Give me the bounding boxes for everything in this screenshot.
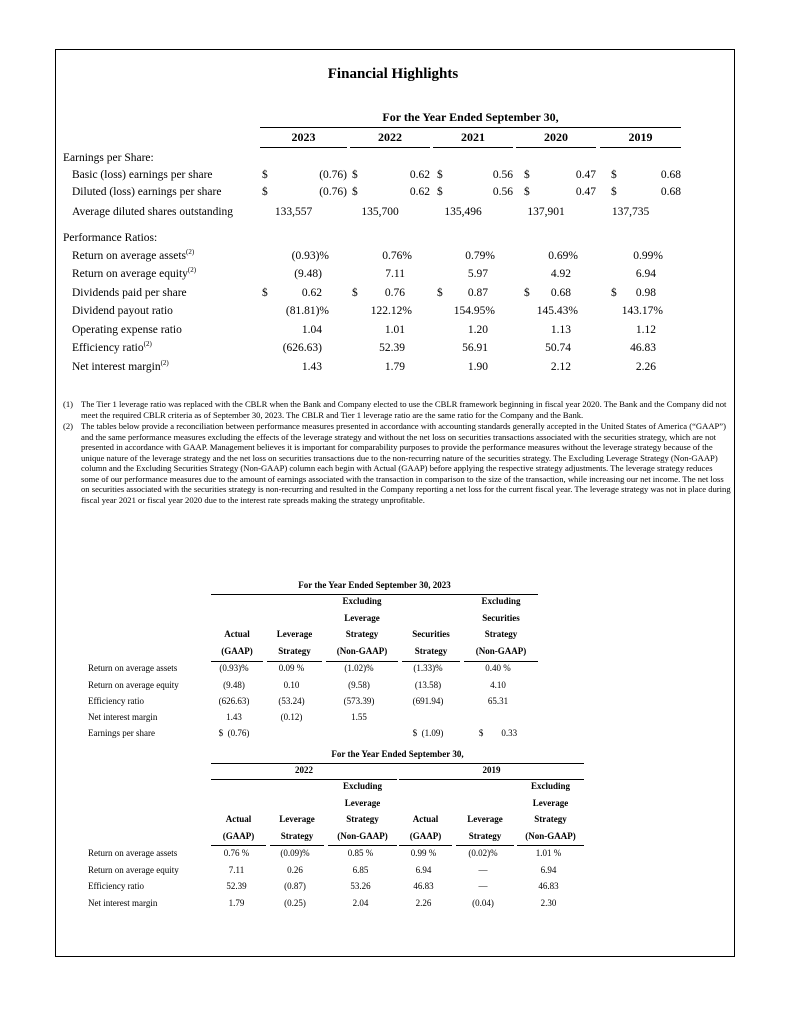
cell-value: 2.26: [415, 898, 432, 908]
cell-value: 0.79%: [465, 250, 495, 262]
cell-value: (626.63): [282, 342, 322, 354]
cell-value: 0.98: [635, 287, 656, 299]
cell-value: 4.92: [550, 268, 571, 280]
cell-value: 0.10: [283, 680, 300, 690]
footnote-text: The Tier 1 leverage ratio was replaced with the CBLR when the Bank and Company elected to use the CBLR framework beginning in fiscal year 2020. The Bank and the Company did not meet the required CBLR criteria as of September 30, 2023. The CBLR and Tier 1 leverage ratio are the same ratio for the Company and the Bank.: [81, 399, 727, 420]
footnote-number: (2): [63, 421, 74, 431]
cell-value: 2.04: [352, 898, 369, 908]
cell-value: 1.55: [351, 712, 367, 722]
row-label: Earnings per share: [88, 728, 155, 738]
year-group-rule: [211, 779, 397, 780]
cell-value: 52.39: [226, 881, 247, 891]
cell-value: 6.94: [540, 865, 557, 875]
column-heading: Strategy: [468, 831, 502, 841]
column-heading: Leverage: [532, 798, 569, 808]
year-header-rule: [433, 147, 513, 148]
row-label: Net interest margin: [88, 898, 158, 908]
cell-value: 2.12: [550, 361, 571, 373]
cell-value: 6.94: [635, 268, 656, 280]
cell-value: 0.40 %: [485, 663, 511, 673]
column-heading: Strategy: [280, 831, 314, 841]
column-heading-rule: [399, 845, 452, 846]
cell-value: (0.87): [284, 881, 306, 891]
cell-value: 0.62: [409, 169, 430, 181]
footnote-number: (1): [63, 399, 74, 409]
cell-value: 1.79: [384, 361, 405, 373]
cell-value: 122.12%: [370, 305, 412, 317]
cell-value: 46.83: [538, 881, 559, 891]
footnote: [60, 421, 732, 505]
cell-value: 0.76%: [382, 250, 412, 262]
cell-value: (9.58): [348, 680, 370, 690]
cell-value: 1.43: [226, 712, 242, 722]
cell-value: 53.26: [350, 881, 371, 891]
row-label-text: Return on average equity: [72, 268, 188, 280]
column-heading: (Non-GAAP): [475, 646, 527, 656]
column-heading: Excluding: [530, 781, 570, 791]
column-heading-rule: [270, 845, 324, 846]
dollar-sign: $: [352, 186, 358, 198]
cell-value: 6.85: [352, 865, 369, 875]
dollar-sign: $: [524, 287, 530, 299]
dollar-sign: $: [611, 186, 617, 198]
cell-value: 5.97: [467, 268, 488, 280]
cell-value: 52.39: [379, 342, 405, 354]
dollar-sign: $: [352, 287, 358, 299]
cell-value: 1.20: [467, 324, 488, 336]
cell-value: (0.93)%: [219, 663, 249, 673]
cell-value: $ 0.33: [478, 728, 518, 738]
row-label: Efficiency ratio: [88, 881, 145, 891]
cell-value: (1.33)%: [413, 663, 443, 673]
column-heading: Securities: [412, 629, 450, 639]
column-heading: Excluding: [342, 781, 382, 791]
row-label-text: Operating expense ratio: [72, 324, 182, 336]
row-label-text: Return on average assets: [72, 250, 187, 262]
column-heading: Strategy: [278, 646, 311, 656]
row-label: [72, 305, 173, 317]
column-heading: Leverage: [467, 814, 503, 824]
year-group-rule: [399, 779, 584, 780]
row-label: Diluted (loss) earnings per share: [72, 186, 222, 198]
cell-value: 0.26: [287, 865, 303, 875]
cell-value: (573.39): [343, 696, 375, 706]
cell-value: 0.56: [492, 169, 513, 181]
cell-value: 0.68: [660, 169, 681, 181]
section-heading: Earnings per Share:: [63, 152, 154, 164]
recon-header-rule: [211, 763, 584, 764]
cell-value: 0.47: [575, 169, 596, 181]
footnote-ref: (2): [160, 359, 169, 368]
cell-value: (0.04): [472, 898, 494, 908]
cell-value: (0.25): [284, 898, 306, 908]
year-header: 2019: [628, 130, 653, 144]
year-header: 2022: [378, 130, 402, 144]
cell-value: 0.76: [384, 287, 405, 299]
column-heading-rule: [326, 661, 398, 662]
column-heading: (Non-GAAP): [525, 831, 576, 841]
row-label: Net interest margin: [88, 712, 158, 722]
cell-value: 0.68: [550, 287, 571, 299]
dollar-sign: $: [262, 169, 268, 181]
cell-value: (0.76): [319, 169, 347, 181]
cell-value: —: [478, 881, 488, 891]
cell-value: (626.63): [218, 696, 250, 706]
dollar-sign: $: [437, 169, 443, 181]
footnotes: [60, 399, 732, 506]
row-label-text: Dividend payout ratio: [72, 305, 173, 317]
dollar-sign: $: [524, 186, 530, 198]
year-group-2019: 2019: [482, 765, 501, 775]
cell-value: 0.99%: [633, 250, 663, 262]
row-label: Basic (loss) earnings per share: [72, 169, 213, 181]
column-heading: (GAAP): [221, 646, 253, 656]
row-label: [72, 342, 152, 354]
cell-value: (0.76): [319, 186, 347, 198]
dollar-sign: $: [437, 186, 443, 198]
cell-value: —: [478, 865, 488, 875]
cell-value: (9.48): [223, 680, 245, 690]
cell-value: 135,700: [361, 206, 399, 218]
section-heading: Performance Ratios:: [63, 232, 158, 244]
cell-value: 50.74: [545, 342, 571, 354]
footnote-ref: (2): [187, 266, 197, 275]
cell-value: 1.90: [467, 361, 488, 373]
cell-value: 0.09 %: [278, 663, 305, 673]
cell-value: 1.13: [550, 324, 571, 336]
footnote: [60, 399, 732, 420]
cell-value: (1.02)%: [344, 663, 374, 673]
cell-value: 46.83: [413, 881, 434, 891]
cell-value: 46.83: [630, 342, 656, 354]
row-label: Return on average equity: [88, 680, 179, 690]
column-heading: (GAAP): [222, 831, 255, 841]
dollar-sign: $: [437, 287, 443, 299]
cell-value: 137,735: [611, 206, 650, 218]
column-heading: Actual: [224, 629, 250, 639]
column-heading: (GAAP): [409, 831, 442, 841]
column-heading: Strategy: [345, 629, 379, 639]
cell-value: 0.68: [660, 186, 681, 198]
year-header-rule: [516, 147, 596, 148]
cell-value: 6.94: [415, 865, 432, 875]
cell-value: 1.04: [301, 324, 322, 336]
column-heading-rule: [456, 845, 514, 846]
row-label: Efficiency ratio: [88, 696, 145, 706]
year-header: 2023: [291, 130, 316, 144]
year-header: 2020: [544, 130, 568, 144]
cell-value: 135,496: [444, 206, 482, 218]
footnote-text: The tables below provide a reconciliation between performance measures presented in accordance with accounting standards generally accepted in the United States of America (“GAAP”) and the same performance measures excluding the effects of the leverage strategy and without the net loss on securities transactions associated with the securities strategy, which are not presented in accordance with GAAP. Management believes it is important for comparability purposes to provide the performance measures without the leverage strategy because of the unique nature of the leverage strategy and the net loss on securities transactions due to the non-recurring nature of the securities strategy. The Excluding Leverage Strategy (Non-GAAP) column and the Excluding Securities Strategy (Non-GAAP) column each begin with Actual (GAAP) before applying the respective strategy adjustments. The leverage strategy reduces some of our performance measures due to the amount of earnings associated with the transaction in comparison to the size of the transaction, while increasing our net income. The net loss on securities associated with the securities strategy is non-recurring and resulted in the Company reporting a net loss for the current fiscal year. The leverage strategy was not in place during fiscal year 2021 or fiscal year 2020 due to the interest rate spreads making the strategy unprofitable.: [81, 421, 731, 505]
column-heading-rule: [267, 661, 322, 662]
recon-header: For the Year Ended September 30,: [331, 749, 464, 759]
cell-value: (0.02)%: [468, 848, 498, 858]
cell-value: (53.24): [278, 696, 305, 706]
dollar-sign: $: [262, 287, 268, 299]
year-header-rule: [350, 147, 430, 148]
year-header: 2021: [461, 130, 485, 144]
column-heading: (Non-GAAP): [337, 831, 388, 841]
dollar-sign: $: [524, 169, 530, 181]
cell-value: 0.62: [409, 186, 430, 198]
row-label: Average diluted shares outstanding: [72, 206, 234, 218]
column-heading: Actual: [412, 814, 439, 824]
column-heading: Strategy: [484, 629, 518, 639]
column-heading: Leverage: [344, 613, 380, 623]
footnote-ref: (2): [143, 340, 152, 349]
cell-value: 56.91: [462, 342, 488, 354]
year-header-rule: [260, 147, 347, 148]
period-header: For the Year Ended September 30,: [382, 110, 559, 124]
dollar-sign: $: [611, 287, 617, 299]
recon-header: For the Year Ended September 30, 2023: [298, 580, 451, 590]
cell-value: 0.56: [492, 186, 513, 198]
column-heading-rule: [328, 845, 397, 846]
row-label: Return on average equity: [88, 865, 179, 875]
column-heading: Strategy: [414, 646, 448, 656]
row-label: [72, 324, 182, 336]
row-label-text: Efficiency ratio: [72, 342, 144, 354]
cell-value: 133,557: [274, 206, 313, 218]
cell-value: (9.48): [294, 268, 322, 280]
column-heading-rule: [211, 661, 263, 662]
row-label: [72, 361, 169, 373]
cell-value: (0.93)%: [291, 250, 329, 262]
column-heading: (Non-GAAP): [336, 646, 388, 656]
cell-value: 2.26: [635, 361, 656, 373]
column-heading: Excluding: [481, 596, 521, 606]
dollar-sign: $: [262, 186, 268, 198]
cell-value: 1.01 %: [535, 848, 562, 858]
cell-value: 154.95%: [453, 305, 495, 317]
cell-value: 0.69%: [548, 250, 578, 262]
row-label-text: Net interest margin: [72, 361, 161, 373]
cell-value: 143.17%: [621, 305, 663, 317]
cell-value: (691.94): [412, 696, 444, 706]
column-heading: Actual: [225, 814, 252, 824]
cell-value: 1.43: [301, 361, 322, 373]
row-label: [72, 268, 196, 280]
year-group-2022: 2022: [295, 765, 313, 775]
column-heading: Strategy: [534, 814, 567, 824]
cell-value: 4.10: [490, 680, 506, 690]
cell-value: $ (0.76): [218, 728, 250, 738]
cell-value: 1.01: [384, 324, 405, 336]
cell-value: 0.62: [301, 287, 322, 299]
recon-header-rule: [211, 594, 538, 595]
cell-value: (0.12): [280, 712, 303, 722]
row-label: [72, 287, 187, 299]
column-heading: Strategy: [346, 814, 379, 824]
cell-value: 0.85 %: [347, 848, 374, 858]
cell-value: 0.99 %: [410, 848, 437, 858]
cell-value: 0.76 %: [223, 848, 250, 858]
cell-value: (0.09)%: [280, 848, 310, 858]
cell-value: 7.11: [385, 268, 405, 280]
cell-value: 0.87: [467, 287, 488, 299]
page-title: Financial Highlights: [327, 66, 459, 82]
cell-value: 1.12: [635, 324, 656, 336]
cell-value: 137,901: [527, 206, 565, 218]
row-label: Return on average assets: [88, 848, 178, 858]
cell-value: 145.43%: [536, 305, 578, 317]
cell-value: 2.30: [540, 898, 557, 908]
dollar-sign: $: [352, 169, 358, 181]
column-heading-rule: [402, 661, 460, 662]
cell-value: $ (1.09): [412, 728, 444, 738]
column-heading: Securities: [482, 613, 520, 623]
year-header-rule: [600, 147, 681, 148]
column-heading: Excluding: [342, 596, 382, 606]
footnote-ref: (2): [186, 248, 195, 257]
row-label: Return on average assets: [88, 663, 178, 673]
column-heading: Leverage: [344, 798, 381, 808]
column-heading-rule: [211, 845, 266, 846]
period-header-rule: [260, 127, 681, 128]
row-label-text: Dividends paid per share: [72, 287, 187, 299]
column-heading: Leverage: [279, 814, 315, 824]
column-heading-rule: [517, 845, 584, 846]
row-label: [72, 250, 194, 262]
cell-value: 65.31: [487, 696, 509, 706]
column-heading: Leverage: [276, 629, 313, 639]
dollar-sign: $: [611, 169, 617, 181]
cell-value: (13.58): [414, 680, 442, 690]
cell-value: 0.47: [575, 186, 596, 198]
column-heading-rule: [464, 661, 538, 662]
cell-value: (81.81)%: [285, 305, 329, 317]
cell-value: 7.11: [228, 865, 245, 875]
cell-value: 1.79: [228, 898, 245, 908]
